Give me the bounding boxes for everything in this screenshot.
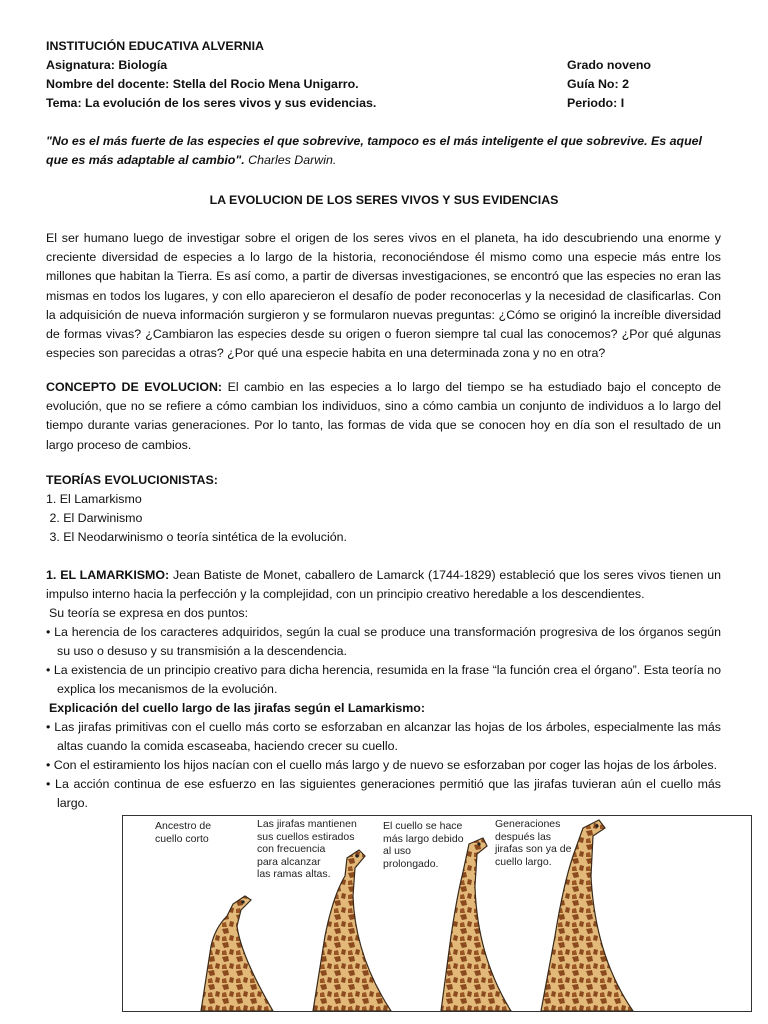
giraffe-heading: Explicación del cuello largo de las jirafas según el Lamarkismo:: [49, 701, 425, 715]
concept-paragraph: [46, 378, 721, 455]
concept-label: CONCEPTO DE EVOLUCION:: [46, 380, 223, 394]
theories-heading: TEORÍAS EVOLUCIONISTAS:: [46, 473, 218, 487]
caption-2-line-2: sus cuellos estirados: [257, 830, 355, 843]
theory-item-1: 1. El Lamarkismo: [46, 492, 142, 506]
topic-line: [46, 94, 376, 113]
caption-1-line-2: cuello corto: [155, 832, 209, 845]
points-intro: Su teoría se expresa en dos puntos:: [49, 606, 249, 620]
giraffe-point-3: • La acción continua de ese esfuerzo en las siguientes generaciones permitió que las jirafas tuvieran aún el cuello más largo.: [46, 777, 722, 811]
lamarck-text: Jean Batiste de Monet, caballero de Lamarck (1744-1829) estableció que los seres vivos tienen un impulso interno hacia la perfección y la complejidad, con un principio creativo heredable a los descendientes.: [46, 568, 721, 602]
intro-paragraph: El ser humano luego de investigar sobre el origen de los seres vivos en el planeta, ha ido descubriendo una enorme y creciente diversidad de especies a lo largo de la historia, reconociéndose él mismo como una especie más entre los millones que habitan la Tierra. Es así como, a partir de diversas investigaciones, se encontró que las especies no eran las mismas en todos los lugares, y con ello aparecieron el desafío de poder reconocerlas y la necesidad de clasificarlas. Con la adquisición de nueva información surgieron y se formularon nuevas preguntas: ¿Cómo se originó la increíble diversidad de formas vivas? ¿Cambiaron las especies desde su origen o fueron siempre tal cual las conocemos? ¿Por qué algunas especies son parecidas a otras? ¿Por qué una especie habita en una determinada zona y no en otra?: [46, 231, 721, 361]
caption-3-line-3: al uso: [383, 845, 412, 857]
subject-line: [46, 56, 167, 75]
subject-value: Biología: [118, 58, 168, 72]
caption-2: [257, 818, 357, 881]
caption-2-line-5: las ramas altas.: [257, 868, 331, 880]
caption-3-line-4: prolongado.: [383, 857, 439, 870]
caption-4-line-4: cuello largo.: [495, 855, 552, 868]
giraffe-point-2: • Con el estiramiento los hijos nacían con el cuello más largo y de nuevo se esforzaban por coger las hojas de los árboles.: [46, 758, 718, 772]
caption-2-line-3: con frecuencia: [257, 843, 326, 855]
quote-text: "No es el más fuerte de las especies el que sobrevive, tampoco es el más inteligente el que sobrevive. Es aquel que es más adaptable al cambio".: [46, 134, 702, 168]
period: Periodo: I: [567, 96, 625, 110]
caption-3-line-2: más largo debido: [383, 832, 464, 845]
page-title: LA EVOLUCION DE LOS SERES VIVOS Y SUS EVIDENCIAS: [209, 193, 559, 207]
lamarck-point-2: • La existencia de un principio creativo para dicha herencia, resumida en la frase “la función crea el órgano”. Esta teoría no explica los mecanismos de la evolución.: [46, 663, 721, 697]
guide-number: Guía No: 2: [567, 77, 629, 91]
caption-3: [383, 820, 464, 870]
caption-4-line-1: Generaciones: [495, 818, 561, 830]
caption-1-line-1: Ancestro de: [155, 820, 212, 832]
quote-author: Charles Darwin.: [248, 153, 337, 168]
caption-1: [155, 820, 211, 845]
caption-4-line-3: jirafas son ya de: [495, 843, 572, 855]
topic-label: Tema:: [46, 96, 82, 110]
lamarck-paragraph: [46, 566, 721, 604]
giraffe-point-1: • Las jirafas primitivas con el cuello más corto se esforzaban en alcanzar las hojas de los árboles, especialmente las más altas cuando la comida escaseaba, haciendo crecer su cuello.: [46, 720, 721, 754]
caption-2-line-1: Las jirafas mantienen: [257, 818, 357, 830]
giraffe-1-icon: [201, 896, 273, 1011]
lamarck-point-2-text: La existencia de un principio creativo para dicha herencia, resumida en la frase “la función crea el órgano”. Esta teoría no explica los mecanismos de la evolución.: [53, 663, 721, 697]
lamarck-label: 1. EL LAMARKISMO:: [46, 568, 170, 582]
topic-value: La evolución de los seres vivos y sus evidencias.: [85, 96, 377, 110]
school-name: INSTITUCIÓN EDUCATIVA ALVERNIA: [46, 39, 264, 53]
caption-3-line-1: El cuello se hace: [383, 820, 463, 832]
theory-item-3: 3. El Neodarwinismo o teoría sintética de la evolución.: [46, 530, 347, 544]
giraffe-point-1-text: Las jirafas primitivas con el cuello más corto se esforzaban en alcanzar las hojas de los árboles, especialmente las más altas cuando la comida escaseaba, haciendo crecer su cuello.: [54, 720, 721, 754]
darwin-quote: [46, 132, 721, 170]
teacher-value: Stella del Rocio Mena Unigarro.: [172, 77, 359, 91]
concept-text: El cambio en las especies a lo largo del tiempo se ha estudiado bajo el concepto de evolución, que no se refiere a cómo cambian los individuos, sino a cómo cambia un conjunto de individuos a lo largo del tiempo durante varias generaciones. Por lo tanto, las formas de vida que se conocen hoy en día son el resultado de un largo proceso de cambios.: [46, 380, 721, 452]
caption-2-line-4: para alcanzar: [257, 855, 321, 868]
subject-label: Asignatura:: [46, 58, 115, 72]
caption-4: [495, 818, 571, 868]
teacher-label: Nombre del docente:: [46, 77, 170, 91]
lamarck-point-1: • La herencia de los caracteres adquiridos, según la cual se produce una transformación progresiva de los órganos según su uso o desuso y su transmisión a la descendencia.: [46, 625, 722, 659]
theory-item-2: 2. El Darwinismo: [46, 511, 143, 525]
giraffe-point-3-text: La acción continua de ese esfuerzo en las siguientes generaciones permitió que las jirafas tuvieran aún el cuello más largo.: [55, 777, 722, 811]
giraffe-point-2-text: Con el estiramiento los hijos nacían con el cuello más largo y de nuevo se esforzaban por coger las hojas de los árboles.: [53, 758, 718, 772]
caption-4-line-2: después las: [495, 830, 552, 843]
grade: Grado noveno: [567, 58, 651, 72]
giraffe-evolution-figure: [122, 815, 752, 1012]
teacher-line: [46, 75, 359, 94]
lamarck-point-1-text: La herencia de los caracteres adquiridos, según la cual se produce una transformación progresiva de los órganos según su uso o desuso y su transmisión a la descendencia.: [54, 625, 722, 659]
